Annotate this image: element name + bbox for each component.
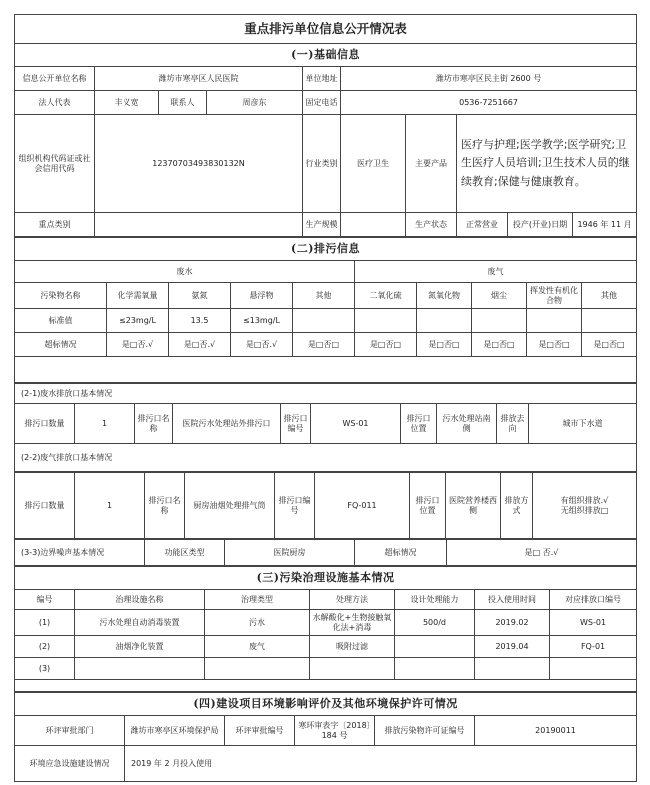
section-3-heading: (三)污染治理设施基本情况 [15, 567, 637, 590]
standard-label: 标准值 [15, 309, 107, 333]
ww-name-label: 排污口名称 [135, 404, 173, 444]
legal-rep-label: 法人代表 [15, 91, 95, 115]
exceed-value: 是□否□ [582, 333, 637, 357]
org-code-label: 组织机构代码证或社会信用代码 [15, 115, 95, 213]
facility-cell: 污水处理自动消毒装置 [75, 610, 205, 636]
table-row [15, 658, 637, 680]
gas-count-value: 1 [75, 473, 145, 539]
scale-value [341, 213, 406, 237]
scale-label: 生产规模 [303, 213, 341, 237]
facility-cell [475, 658, 550, 680]
facility-cell [205, 658, 310, 680]
pollutant-nox: 氮氧化物 [417, 283, 472, 309]
approval-no-value: 寒环审表字〔2018〕184 号 [295, 716, 375, 746]
facility-cell: (2) [15, 636, 75, 658]
exceed-label: 超标情况 [15, 333, 107, 357]
exceed-value: 是□否.√ [169, 333, 231, 357]
gas-loc-label: 排污口位置 [410, 473, 446, 539]
gas-outlet-heading: (2-2)废气排放口基本情况 [15, 444, 637, 472]
standard-value [417, 309, 472, 333]
facility-cell [310, 658, 395, 680]
section-2-heading: (二)排污信息 [15, 238, 637, 261]
facilities-table [14, 566, 637, 692]
gas-code-label: 排污口编号 [275, 473, 315, 539]
standard-value [527, 309, 582, 333]
noise-heading: (3-3)边界噪声基本情况 [15, 540, 145, 566]
standard-value [582, 309, 637, 333]
ww-dest-value: 城市下水道 [529, 404, 637, 444]
pollutant-voc: 挥发性有机化合物 [527, 283, 582, 309]
ww-code-value: WS-01 [311, 404, 401, 444]
approval-dept-value: 潍坊市寒亭区环境保护局 [125, 716, 225, 746]
facility-header: 治理类型 [205, 590, 310, 610]
ww-count-value: 1 [75, 404, 135, 444]
pollutant-so2: 二氧化硫 [355, 283, 417, 309]
org-code-value: 12370703493830132N [95, 115, 303, 213]
products-label: 主要产品 [406, 115, 457, 213]
exceed-value: 是□否□ [293, 333, 355, 357]
standard-value: 13.5 [169, 309, 231, 333]
facility-header: 编号 [15, 590, 75, 610]
gas-mode-label: 排放方式 [501, 473, 533, 539]
wastewater-outlet-table [14, 383, 637, 472]
gas-code-value: FQ-011 [315, 473, 410, 539]
table-row [15, 636, 637, 658]
unit-name-value: 潍坊市寒亭区人民医院 [95, 67, 303, 91]
products-value: 医疗与护理;医学教学;医学研究;卫生医疗人员培训;卫生技术人员的继续教育;保健与健康教育。 [457, 115, 637, 213]
status-value: 正常营业 [457, 213, 508, 237]
exceed-value: 是□否□ [472, 333, 527, 357]
facility-cell: 2019.02 [475, 610, 550, 636]
key-type-label: 重点类别 [15, 213, 95, 237]
gas-name-label: 排污口名称 [145, 473, 185, 539]
status-label: 生产状态 [406, 213, 457, 237]
facility-cell [395, 658, 475, 680]
unit-name-label: 信息公开单位名称 [15, 67, 95, 91]
gas-name-value: 厨房油烟处理排气筒 [185, 473, 275, 539]
gas-mode-organized: 有组织排放.√ [560, 495, 609, 505]
gap-row [15, 357, 637, 383]
facility-cell: 吸附过滤 [310, 636, 395, 658]
ww-code-label: 排污口编号 [281, 404, 311, 444]
eia-table [14, 692, 637, 782]
standard-value [293, 309, 355, 333]
pollutant-ww-other: 其他 [293, 283, 355, 309]
facility-cell: 废气 [205, 636, 310, 658]
phone-label: 固定电话 [303, 91, 341, 115]
noise-table [14, 539, 637, 566]
approval-no-label: 环评审批编号 [225, 716, 295, 746]
section-1-heading: (一)基础信息 [15, 44, 637, 67]
standard-value: ≤23mg/L [107, 309, 169, 333]
gas-count-label: 排污口数量 [15, 473, 75, 539]
contact-value: 周彦东 [207, 91, 303, 115]
ww-loc-value: 污水处理站南侧 [437, 404, 497, 444]
gas-mode-unorganized: 无组织排放□ [560, 505, 609, 515]
facility-header: 设计处理能力 [395, 590, 475, 610]
facility-cell: 油烟净化装置 [75, 636, 205, 658]
noise-exceed-value: 是□ 否.√ [447, 540, 637, 566]
industry-value: 医疗卫生 [341, 115, 406, 213]
facility-header: 治理设施名称 [75, 590, 205, 610]
facility-cell [550, 658, 637, 680]
pollutant-dust: 烟尘 [472, 283, 527, 309]
permit-label: 排放污染物许可证编号 [375, 716, 475, 746]
legal-rep-value: 丰义宽 [95, 91, 159, 115]
ww-dest-label: 排放去向 [497, 404, 529, 444]
facility-cell: FQ-01 [550, 636, 637, 658]
section-4-heading: (四)建设项目环境影响评价及其他环境保护许可情况 [15, 693, 637, 716]
facility-cell: WS-01 [550, 610, 637, 636]
facility-header: 投入使用时间 [475, 590, 550, 610]
facility-cell [395, 636, 475, 658]
facility-cell: 500/d [395, 610, 475, 636]
pollutant-gas-other: 其他 [582, 283, 637, 309]
zone-value: 医院厨房 [225, 540, 355, 566]
ww-count-label: 排污口数量 [15, 404, 75, 444]
phone-value: 0536-7251667 [341, 91, 637, 115]
emergency-label: 环境应急设施建设情况 [15, 746, 125, 782]
start-date-value: 1946 年 11 月 [573, 213, 637, 237]
exceed-value: 是□否.√ [107, 333, 169, 357]
wastewater-header: 废水 [15, 261, 355, 283]
industry-label: 行业类别 [303, 115, 341, 213]
table-row [15, 610, 637, 636]
standard-value [355, 309, 417, 333]
pollutant-ss: 悬浮物 [231, 283, 293, 309]
facility-cell: (3) [15, 658, 75, 680]
address-label: 单位地址 [303, 67, 341, 91]
facility-cell: (1) [15, 610, 75, 636]
gas-mode-value [533, 473, 637, 539]
zone-label: 功能区类型 [145, 540, 225, 566]
waste-gas-header: 废气 [355, 261, 637, 283]
standard-value: ≤13mg/L [231, 309, 293, 333]
facility-cell: 水解酸化+生物接触氧化法+消毒 [310, 610, 395, 636]
emergency-value: 2019 年 2 月投入使用 [125, 746, 637, 782]
facility-cell: 污水 [205, 610, 310, 636]
pollutant-label: 污染物名称 [15, 283, 107, 309]
key-type-value [95, 213, 303, 237]
facility-header: 处理方法 [310, 590, 395, 610]
noise-exceed-label: 超标情况 [355, 540, 447, 566]
start-date-label: 投产(开业)日期 [508, 213, 573, 237]
pollutant-cod: 化学需氧量 [107, 283, 169, 309]
permit-value: 20190011 [475, 716, 637, 746]
gas-outlet-table [14, 472, 637, 539]
exceed-value: 是□否□ [355, 333, 417, 357]
approval-dept-label: 环评审批部门 [15, 716, 125, 746]
contact-label: 联系人 [159, 91, 207, 115]
ww-name-value: 医院污水处理站外排污口 [173, 404, 281, 444]
gas-loc-value: 医院营养楼西侧 [446, 473, 501, 539]
wastewater-outlet-heading: (2-1)废水排放口基本情况 [15, 384, 637, 404]
ww-loc-label: 排污口位置 [401, 404, 437, 444]
exceed-value: 是□否□ [417, 333, 472, 357]
exceed-value: 是□否.√ [231, 333, 293, 357]
facility-cell [75, 658, 205, 680]
facility-header: 对应排放口编号 [550, 590, 637, 610]
emission-table [14, 237, 637, 383]
pollutant-ammonia: 氨氮 [169, 283, 231, 309]
form-title: 重点排污单位信息公开情况表 [15, 15, 637, 44]
exceed-value: 是□否□ [527, 333, 582, 357]
basic-info-table [14, 14, 637, 237]
standard-value [472, 309, 527, 333]
address-value: 潍坊市寒亭区民主街 2600 号 [341, 67, 637, 91]
disclosure-form [14, 14, 636, 782]
facility-cell: 2019.04 [475, 636, 550, 658]
gap-row [15, 680, 637, 692]
